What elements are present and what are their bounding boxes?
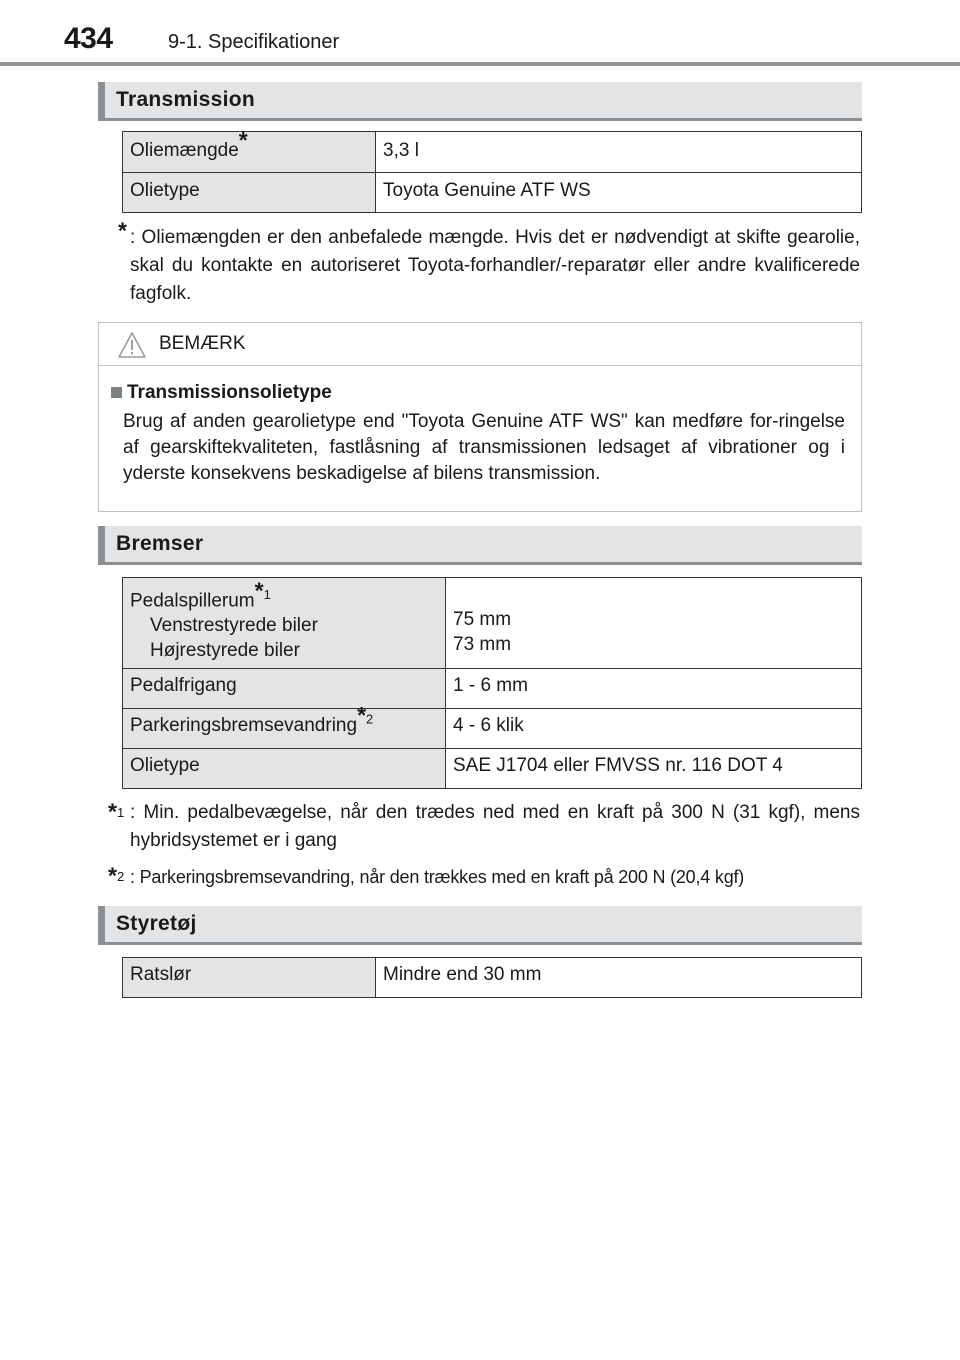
footnote-transmission	[118, 217, 860, 308]
table-row	[123, 669, 862, 709]
chapter-title: 9-1. Specifikationer	[168, 31, 340, 53]
spec-value: Mindre end 30 mm	[376, 958, 862, 998]
table-row	[123, 173, 862, 213]
brakes-spec-table	[122, 577, 862, 789]
footnote-text: : Oliemængden er den anbefalede mængde. Hvis det er nødvendigt at skifte gearolie, skal du kontakte en autoriseret Toyota-forhandler/-reparatør eller andre kvalificerede fagfolk.	[130, 227, 860, 304]
spec-key: Pedalfrigang	[123, 669, 446, 709]
spec-subkey: Venstrestyrede biler	[150, 615, 318, 637]
section-header-transmission	[98, 82, 862, 121]
section-header-bremser	[98, 526, 862, 565]
spec-key: Oliemængde*	[123, 132, 376, 173]
table-row	[123, 749, 862, 789]
notice-subtitle: Transmissionsolietype	[127, 382, 332, 403]
section-accent-mark	[98, 906, 105, 945]
spec-key: Pedalspillerum*$^1$ Venstrestyrede biler Højrestyrede biler	[123, 578, 446, 669]
spec-value: 3,3 l	[376, 132, 862, 173]
section-title: Transmission	[116, 88, 255, 111]
footnote-brakes-2	[108, 863, 860, 891]
section-title: Bremser	[116, 532, 204, 555]
spec-value: Toyota Genuine ATF WS	[376, 173, 862, 213]
spec-value: SAE J1704 eller FMVSS nr. 116 DOT 4	[446, 749, 862, 789]
spec-key: Parkeringsbremsevandring*$^2$	[123, 709, 446, 749]
notice-box	[98, 322, 862, 512]
notice-header	[99, 323, 861, 366]
section-header-styretoj	[98, 906, 862, 945]
steering-spec-table	[122, 957, 862, 998]
footnote-marker: *$^2$	[108, 862, 125, 889]
notice-title: BEMÆRK	[159, 333, 246, 354]
bullet-square-icon	[111, 387, 122, 398]
footnote-marker: *	[118, 217, 127, 244]
spec-value: 1 - 6 mm	[446, 669, 862, 709]
notice-text: Brug af anden gearolietype end "Toyota Genuine ATF WS" kan medføre for-ringelse af gearskiftekvaliteten, fastlåsning af transmissionen ledsaget af vibrationer og i yderste konsekvens beskadigelse af bilens transmission.	[123, 411, 845, 484]
spec-subkey: Højrestyrede biler	[150, 640, 300, 662]
table-row	[123, 958, 862, 998]
footnote-text: : Min. pedalbevægelse, når den trædes ned med en kraft på 300 N (31 kgf), mens hybridsystemet er i gang	[130, 802, 860, 851]
spec-key: Ratslør	[123, 958, 376, 998]
table-row	[123, 578, 862, 669]
transmission-spec-table	[122, 126, 862, 213]
footnote-marker: *$^1$	[108, 798, 125, 825]
page-header	[0, 0, 960, 66]
spec-value: 75 mm 73 mm	[446, 578, 862, 669]
table-row	[123, 132, 862, 173]
section-title: Styretøj	[116, 912, 197, 935]
section-accent-mark	[98, 82, 105, 121]
footnote-text: : Parkeringsbremsevandring, når den trækkes med en kraft på 200 N (20,4 kgf)	[130, 867, 745, 887]
spec-key: Olietype	[123, 749, 446, 789]
spec-value: 4 - 6 klik	[446, 709, 862, 749]
table-row	[123, 709, 862, 749]
warning-triangle-icon	[117, 331, 147, 359]
footnote-brakes-1	[108, 799, 860, 855]
header-rule	[0, 62, 960, 66]
spec-key: Olietype	[123, 173, 376, 213]
section-accent-mark	[98, 526, 105, 565]
page-number: 434	[64, 22, 113, 55]
